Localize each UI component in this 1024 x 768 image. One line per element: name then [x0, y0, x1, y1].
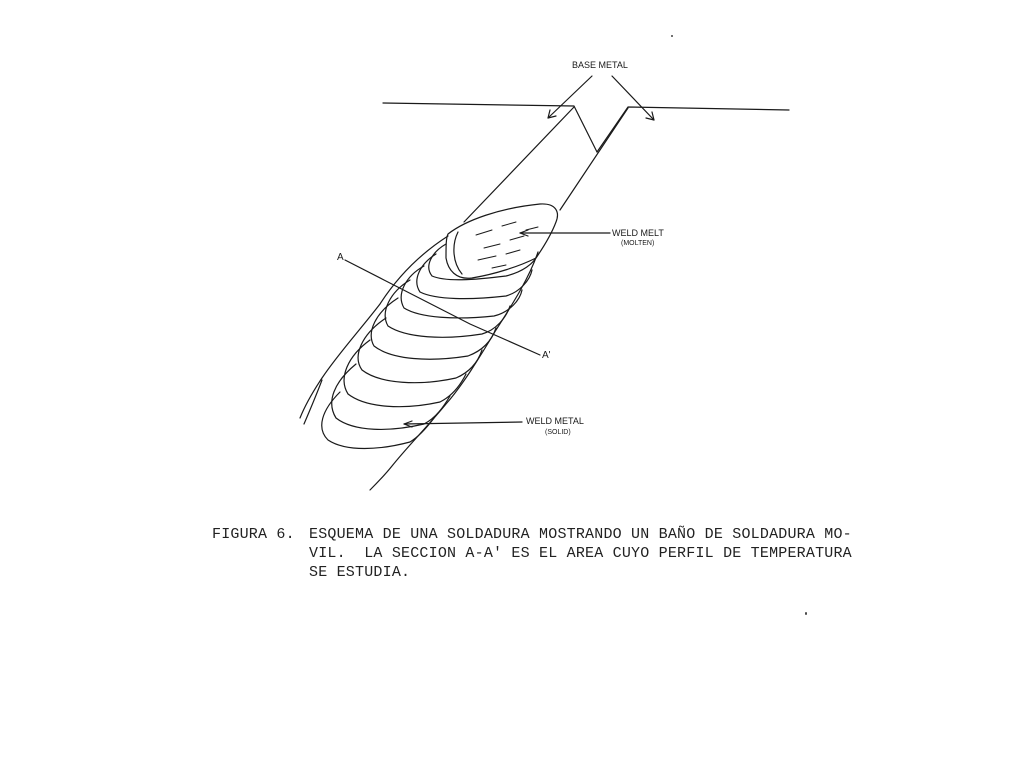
weld-melt-inner-edge: [454, 232, 462, 274]
weld-melt-pool: [446, 204, 557, 278]
groove-wall-right: [560, 108, 628, 210]
label-weld-metal: WELD METAL: [526, 416, 584, 426]
leader-weld-metal: [404, 422, 522, 424]
caption-figure-number: FIGURA 6.: [212, 526, 295, 543]
label-weld-metal-state: (SOLID): [545, 429, 571, 436]
scan-speck: [805, 612, 807, 615]
leader-base-metal-right: [612, 76, 654, 120]
caption-line-3: SE ESTUDIA.: [309, 564, 411, 581]
figure-caption: [212, 525, 852, 582]
label-base-metal: BASE METAL: [572, 60, 628, 70]
label-weld-melt-state: (MOLTEN): [621, 240, 655, 247]
caption-line-2: VIL. LA SECCION A-A' ES EL AREA CUYO PERFIL DE TEMPERATURA: [309, 545, 852, 562]
base-metal-surface-right: [597, 107, 789, 152]
label-weld-melt: WELD MELT: [612, 228, 664, 238]
weld-ripple-lines: [322, 244, 538, 449]
base-metal-surface-left: [383, 103, 597, 152]
caption-line-1: ESQUEMA DE UNA SOLDADURA MOSTRANDO UN BAÑO DE SOLDADURA MO-: [309, 526, 852, 543]
groove-wall-left: [464, 107, 574, 222]
weld-bead-left-edge-secondary: [304, 380, 322, 424]
scan-speck: [671, 35, 673, 37]
label-section-a: A: [337, 252, 344, 263]
label-section-a-prime: A': [542, 350, 551, 361]
weld-bead-right-edge: [370, 252, 538, 490]
